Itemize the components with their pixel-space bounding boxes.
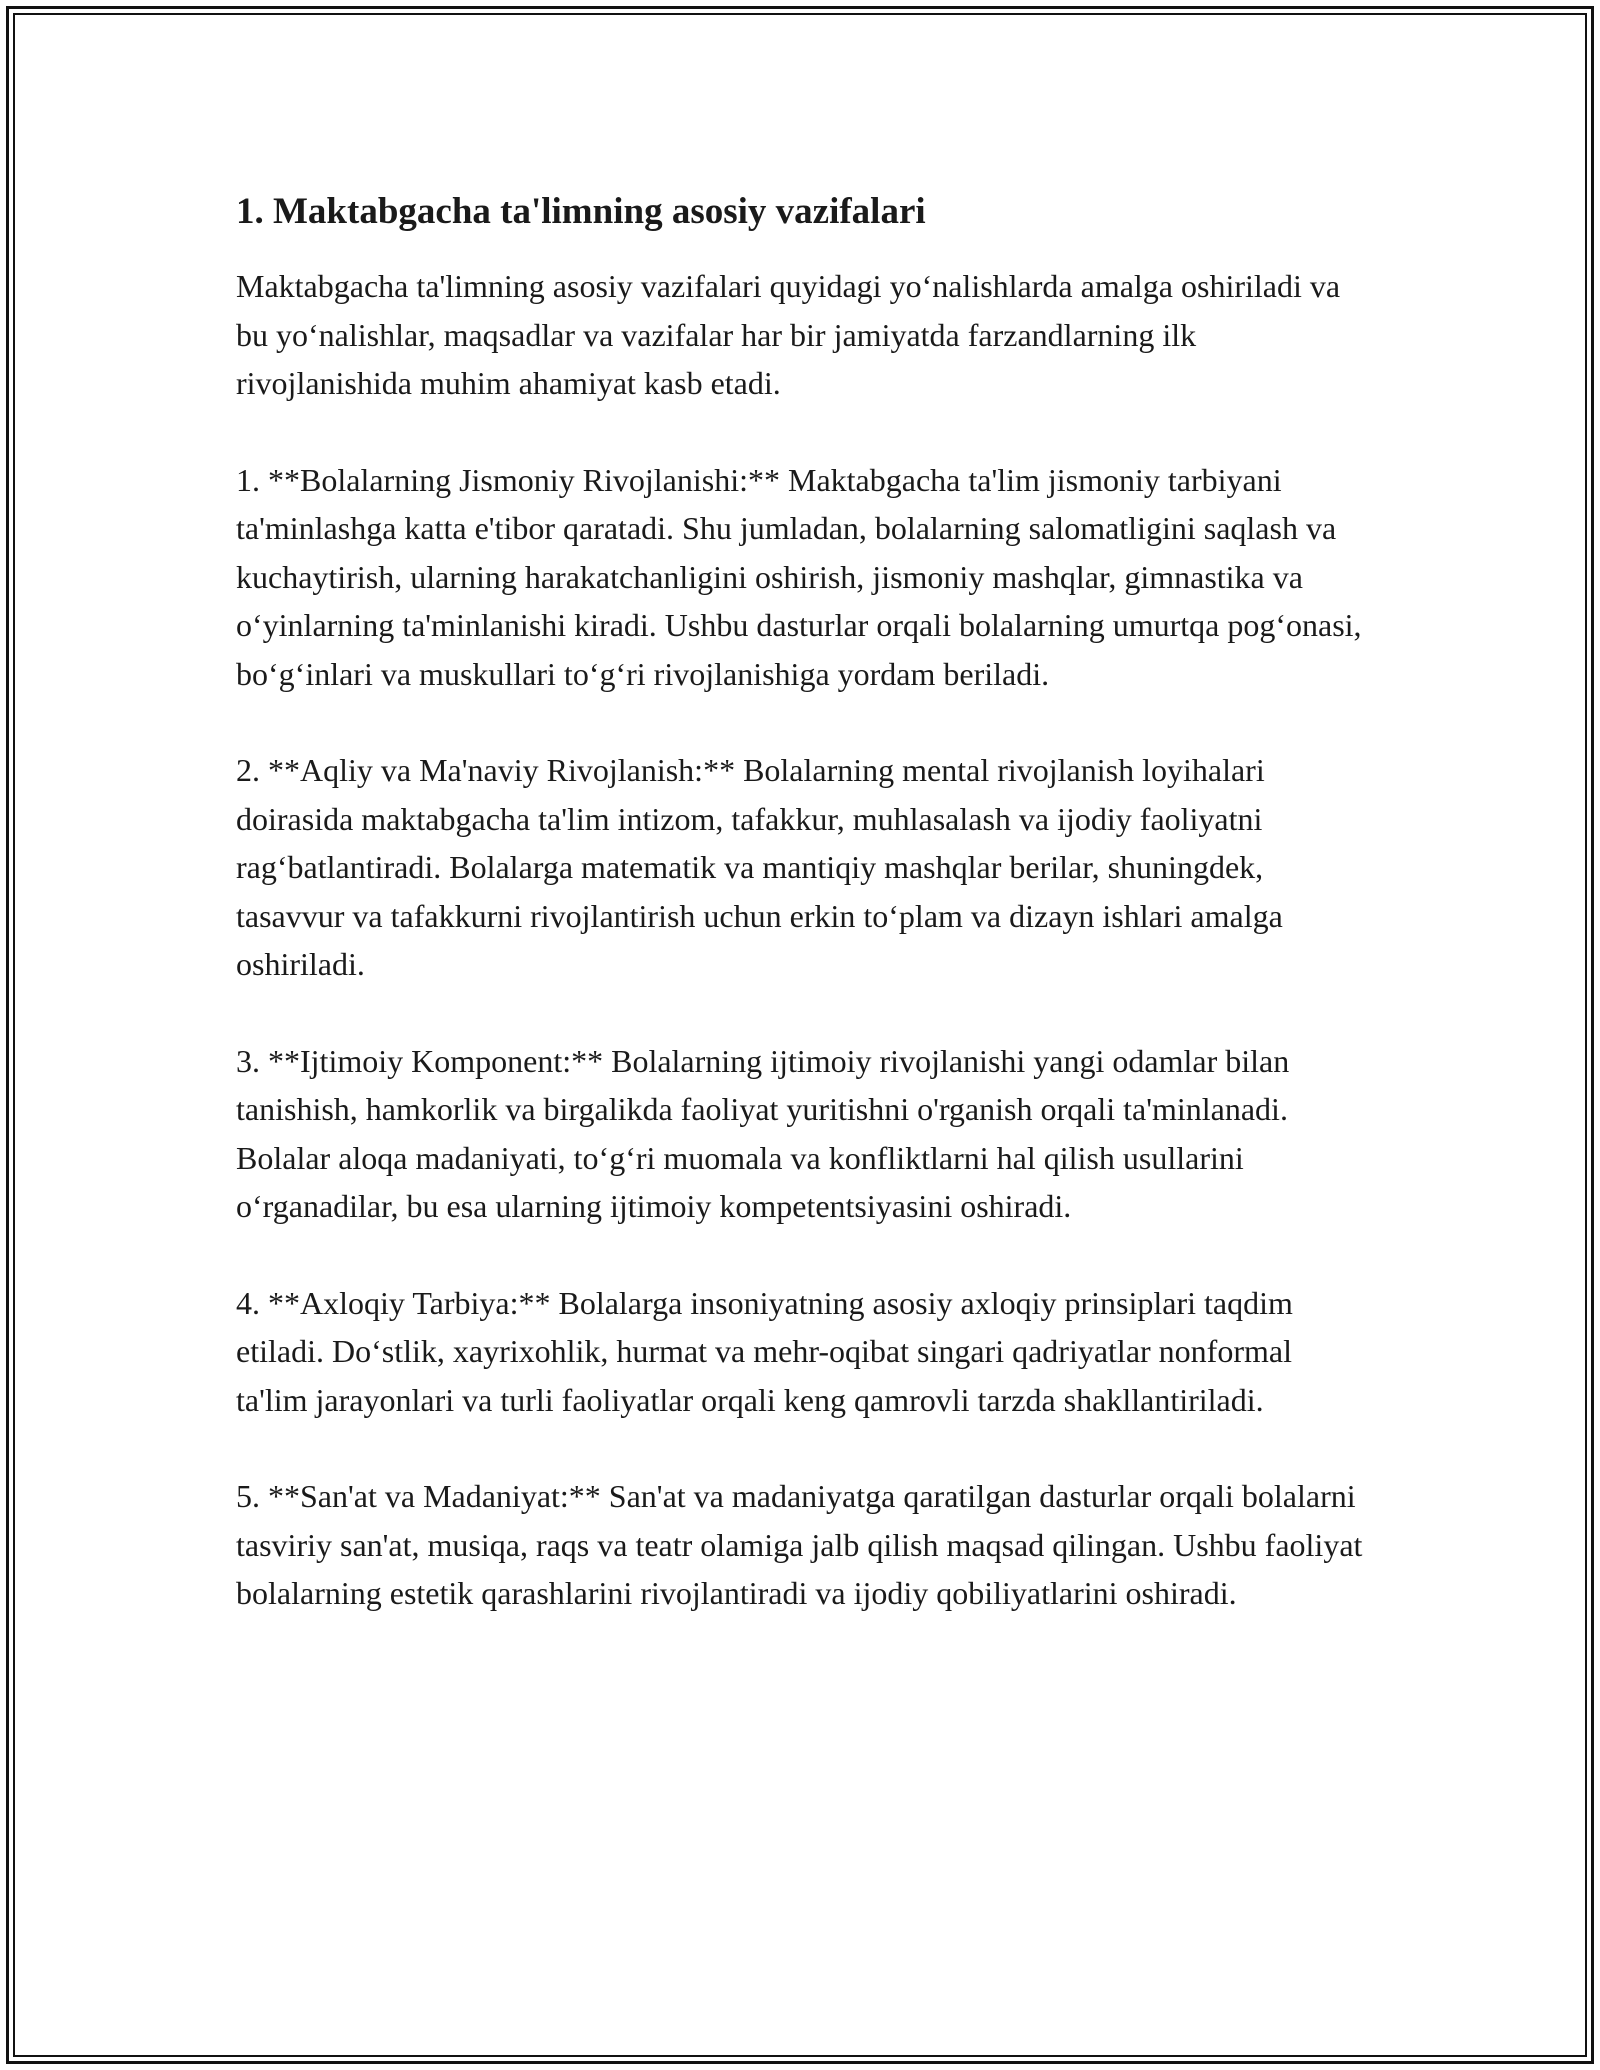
document-title: 1. Maktabgacha ta'limning asosiy vazifalari [236,191,926,232]
intro-paragraph: Maktabgacha ta'limning asosiy vazifalari quyidagi yo‘nalishlarda amalga oshiriladi va bu yo‘nalishlar, maqsadlar va vazifalar har bir jamiyatda farzandlarning ilk rivojlanishida muhim ahamiyat kasb etadi. [236,268,1341,401]
section-paragraph-art: 5. **San'at va Madaniyat:** San'at va madaniyatga qaratilgan dasturlar orqali bolalarni tasviriy san'at, musiqa, raqs va teatr olamiga jalb qilish maqsad qilingan. Ushbu faoliyat bolalarning estetik qarashlarini rivojlantiradi va ijodiy qobiliyatlarini oshiradi. [236,1478,1363,1611]
section-paragraph-moral: 4. **Axloqiy Tarbiya:** Bolalarga insoniyatning asosiy axloqiy prinsiplari taqdim etiladi. Do‘stlik, xayrixohlik, hurmat va mehr-oqibat singari qadriyatlar nonformal ta'lim jarayonlari va turli faoliyatlar orqali keng qamrovli tarzda shakllantiriladi. [236,1284,1293,1418]
section-paragraph-social: 3. **Ijtimoiy Komponent:** Bolalarning ijtimoiy rivojlanishi yangi odamlar bilan tanishish, hamkorlik va birgalikda faoliyat yuritishni o'rganish orqali ta'minlanadi. Bolalar aloqa madaniyati, to‘g‘ri muomala va konfliktlarni hal qilish usullarini o‘rganadilar, bu esa ularning ijtimoiy kompetentsiyasini oshiradi. [236,1042,1290,1224]
section-paragraph-physical: 1. **Bolalarning Jismoniy Rivojlanishi:** Maktabgacha ta'lim jismoniy tarbiyani ta'minlashga katta e'tibor qaratadi. Shu jumladan, bolalarning salomatligini saqlash va kuchaytirish, ularning harakatchanligini oshirish, jismoniy mashqlar, gimnastika va o‘yinlarning ta'minlanishi kiradi. Ushbu dasturlar orqali bolalarning umurtqa pog‘onasi, bo‘g‘inlari va muskullari to‘g‘ri rivojlanishiga yordam beriladi. [236,461,1362,692]
document-body [236,186,1376,1666]
section-paragraph-mental: 2. **Aqliy va Ma'naviy Rivojlanish:** Bolalarning mental rivojlanish loyihalari doirasida maktabgacha ta'lim intizom, tafakkur, muhlasalash va ijodiy faoliyatni rag‘batlantiradi. Bolalarga matematik va mantiqiy mashqlar berilar, shuningdek, tasavvur va tafakkurni rivojlantirish uchun erkin to‘plam va dizayn ishlari amalga oshiriladi. [236,752,1283,982]
